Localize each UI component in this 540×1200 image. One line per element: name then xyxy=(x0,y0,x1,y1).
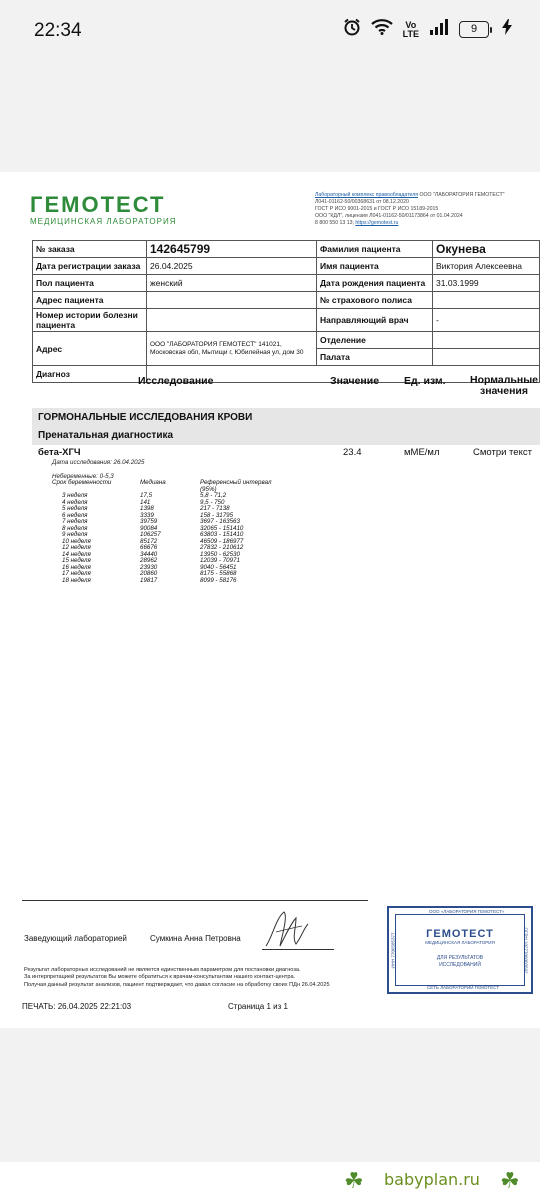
surname-label: Фамилия пациента xyxy=(317,241,433,258)
clover-icon: ☘ xyxy=(344,1168,364,1193)
reference-table xyxy=(52,480,272,584)
test-date: Дата исследования: 26.04.2025 xyxy=(52,459,145,466)
column-study: Исследование xyxy=(138,375,214,387)
charging-icon xyxy=(502,19,512,40)
order-label: № заказа xyxy=(33,241,147,258)
clock: 22:34 xyxy=(34,20,82,41)
head-label: Заведующий лабораторией xyxy=(24,934,127,943)
patient-surname: Окунева xyxy=(433,241,540,258)
test-normal: Смотри текст xyxy=(473,447,532,458)
test-name: бета-ХГЧ xyxy=(38,447,81,458)
reference-row: 3 неделя 17,5 5,8 - 71,2 xyxy=(62,492,227,499)
reference-head: Срок беременности Медиана Референсный интервал (95%) xyxy=(52,479,272,493)
reference-row: 14 неделя 34440 13950 - 62530 xyxy=(62,550,240,558)
reference-row: 16 неделя 23930 9040 - 56451 xyxy=(62,563,237,571)
volte-top: Vo xyxy=(405,19,417,30)
lab-info: Лабораторный комплекс правообладателя ООО "ЛАБОРАТОРИЯ ГЕМОТЕСТ" Л041-01162-50/00368631 от 08.12.2020 ГОСТ Р ИСО 9001-2015 и ГОСТ Р ИСО 15189-2015 ООО "КДЛ", лицензия Л041-01162-50/01173864 от 01.04.2024 8 800 550 13 13; https://gemotest.ru xyxy=(315,192,505,226)
test-value: 23.4 xyxy=(343,447,362,458)
patient-name: Виктория Алексеевна xyxy=(433,258,540,275)
volte-bottom: LTE xyxy=(402,28,419,39)
lab-address: ООО "ЛАБОРАТОРИЯ ГЕМОТЕСТ" 141021, Московская обл, Мытищи г, Юбилейная ул, дом 30 xyxy=(147,332,317,366)
lab-result-document xyxy=(0,172,540,1028)
gemotest-logo: ГЕМОТЕСТ МЕДИЦИНСКАЯ ЛАБОРАТОРИЯ xyxy=(30,192,177,226)
footer-divider xyxy=(22,900,368,901)
signature-line xyxy=(262,949,334,950)
patient-info-table: № заказа 142645799 Фамилия пациента Окунева Дата регистрации заказа 26.04.2025 Имя пациента Виктория Алексеевна Пол пациента женский Дата рождения пациента 31.03.1999 Адрес пациента № страхового полиса Номер истории болезни пациента Направляющий врач - Адрес ООО "ЛАБОРАТОРИЯ ГЕМОТЕСТ" 141021, Московская обл, Мытищи г, Юбилейная ул, дом 30 Отделение Палата Диагноз xyxy=(32,240,540,383)
watermark-text: babyplan.ru xyxy=(384,1170,480,1189)
reference-row: 15 неделя 28962 12039 - 70971 xyxy=(62,557,240,564)
referring-doctor: - xyxy=(433,309,540,332)
disclaimer: Результат лабораторных исследований не является единственным параметром для постановки диагноза. За интерпретацией результатов Вы можете обратиться к врачам-консультантам нашего контакт-центра. Получая данный результат анализов, пациент подтверждает, что давал согласие на обработку своих ПДн 26.04.2025 xyxy=(24,967,330,988)
lab-stamp: ООО «ЛАБОРАТОРИЯ ГЕМОТЕСТ» ГЕМОТЕСТ МЕДИЦИНСКАЯ ЛАБОРАТОРИЯ ДЛЯ РЕЗУЛЬТАТОВ ИССЛЕДОВАНИЙ СЕТЬ ЛАБОРАТОРИЙ ГЕМОТЕСТ ИНН 7706585377 ОГРН 1027706003692 xyxy=(387,906,533,994)
watermark-banner xyxy=(0,1162,540,1200)
order-number: 142645799 xyxy=(147,241,317,258)
website-link[interactable]: https://gemotest.ru xyxy=(355,220,399,226)
column-value: Значение xyxy=(330,375,380,387)
reference-row: 7 неделя 39759 3697 - 163563 xyxy=(62,518,240,525)
head-name: Сумкина Анна Петровна xyxy=(150,934,241,943)
reference-row: 9 неделя 106257 63803 - 151410 xyxy=(62,531,244,538)
reference-row: 6 неделя 3339 158 - 31795 xyxy=(62,511,234,519)
column-normal: Нормальные значения xyxy=(470,374,539,397)
reference-row: 12 неделя 66676 27832 - 210612 xyxy=(62,544,244,551)
alarm-icon xyxy=(343,18,361,41)
reference-row: 17 неделя 20860 8175 - 55868 xyxy=(62,570,237,577)
subsection-header: Пренатальная диагностика xyxy=(32,427,540,445)
signal-icon xyxy=(429,19,449,40)
battery-icon xyxy=(459,21,492,38)
volte-icon xyxy=(403,21,419,39)
patient-sex: женский xyxy=(147,275,317,292)
reference-row: 4 неделя 141 9,5 - 750 xyxy=(62,498,225,506)
patient-dob: 31.03.1999 xyxy=(433,275,540,292)
reference-row: 8 неделя 90084 32065 - 151410 xyxy=(62,524,244,532)
registration-date: 26.04.2025 xyxy=(147,258,317,275)
print-date: ПЕЧАТЬ: 26.04.2025 22:21:03 xyxy=(22,1002,132,1011)
reference-row: 18 неделя 19817 8099 - 58176 xyxy=(62,576,237,584)
page-number: Страница 1 из 1 xyxy=(228,1002,288,1011)
status-icons xyxy=(343,18,512,41)
nonpregnant-ref: Небеременные: 0-5,3 xyxy=(52,473,114,480)
lab-info-link[interactable]: Лабораторный комплекс правообладателя xyxy=(315,192,419,198)
reference-row: 5 неделя 1398 217 - 7138 xyxy=(62,505,230,512)
section-header: ГОРМОНАЛЬНЫЕ ИССЛЕДОВАНИЯ КРОВИ xyxy=(32,408,540,427)
status-bar xyxy=(0,0,540,56)
signature xyxy=(262,908,334,955)
wifi-icon xyxy=(371,19,393,40)
battery-level: 9 xyxy=(459,21,489,38)
reference-row: 10 неделя 85172 46509 - 186977 xyxy=(62,537,244,545)
clover-icon: ☘ xyxy=(500,1168,520,1193)
column-unit: Ед. изм. xyxy=(404,375,446,387)
test-unit: мМЕ/мл xyxy=(404,447,440,458)
